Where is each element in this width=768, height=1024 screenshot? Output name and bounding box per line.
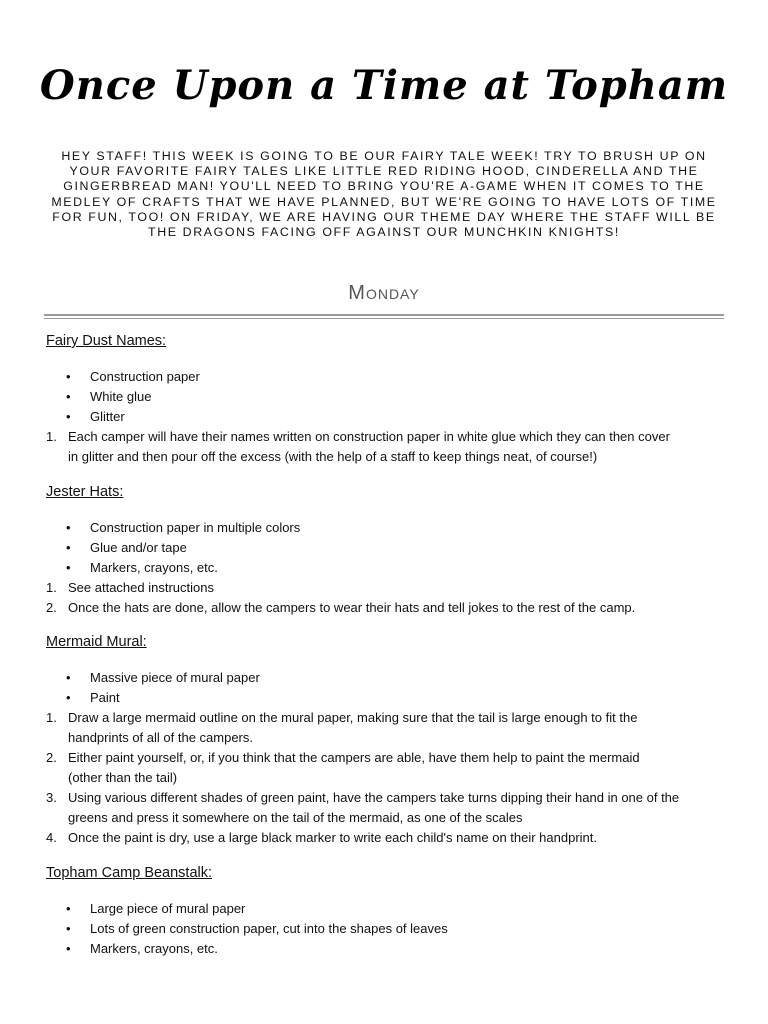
step-text-line: Once the hats are done, allow the campers to wear their hats and tell jokes to the rest of the camp. bbox=[68, 600, 636, 615]
material-item: Glue and/or tape bbox=[90, 540, 187, 555]
bullet-icon: • bbox=[66, 560, 71, 575]
list-item bbox=[0, 558, 768, 578]
step-text-line: Draw a large mermaid outline on the mural paper, making sure that the tail is large enough to fit the bbox=[68, 710, 638, 725]
step-text-line: in glitter and then pour off the excess (with the help of a staff to keep things neat, of course!) bbox=[68, 449, 598, 464]
bullet-icon: • bbox=[66, 921, 71, 936]
instruction-step bbox=[0, 578, 768, 598]
step-text-line: greens and press it somewhere on the tail of the mermaid, as one of the scales bbox=[68, 810, 523, 825]
bullet-icon: • bbox=[66, 389, 71, 404]
bullet-icon: • bbox=[66, 369, 71, 384]
step-text-line: See attached instructions bbox=[68, 580, 214, 595]
list-item bbox=[0, 407, 768, 427]
bullet-icon: • bbox=[66, 941, 71, 956]
list-item bbox=[0, 668, 768, 688]
bullet-icon: • bbox=[66, 520, 71, 535]
bullet-icon: • bbox=[66, 540, 71, 555]
instruction-step bbox=[0, 708, 768, 748]
list-item bbox=[0, 538, 768, 558]
material-item: Paint bbox=[90, 690, 120, 705]
step-text-line: Once the paint is dry, use a large black marker to write each child's name on their handprint. bbox=[68, 830, 598, 845]
instruction-step bbox=[0, 598, 768, 618]
step-number: 1. bbox=[46, 580, 57, 595]
page-title: Once Upon a Time at Topham bbox=[39, 62, 729, 109]
bullet-icon: • bbox=[66, 670, 71, 685]
heading-rule-top bbox=[44, 314, 724, 316]
step-text-line: handprints of all of the campers. bbox=[68, 730, 253, 745]
material-item: White glue bbox=[90, 389, 152, 404]
material-item: Construction paper in multiple colors bbox=[90, 520, 301, 535]
step-number: 3. bbox=[46, 790, 57, 805]
instruction-step bbox=[0, 788, 768, 828]
step-text-line: (other than the tail) bbox=[68, 770, 178, 785]
instruction-step bbox=[0, 828, 768, 848]
step-number: 4. bbox=[46, 830, 57, 845]
step-number: 2. bbox=[46, 750, 57, 765]
bullet-icon: • bbox=[66, 409, 71, 424]
material-item: Markers, crayons, etc. bbox=[90, 560, 218, 575]
step-number: 2. bbox=[46, 600, 57, 615]
material-item: Glitter bbox=[90, 409, 125, 424]
material-item: Massive piece of mural paper bbox=[90, 670, 260, 685]
step-text-line: Each camper will have their names written on construction paper in white glue which they can then cover bbox=[68, 429, 670, 444]
list-item bbox=[0, 688, 768, 708]
section-title: Jester Hats: bbox=[46, 484, 124, 500]
material-item: Construction paper bbox=[90, 369, 200, 384]
step-text-line: Either paint yourself, or, if you think that the campers are able, have them help to paint the mermaid bbox=[68, 750, 640, 765]
material-item: Markers, crayons, etc. bbox=[90, 941, 218, 956]
bullet-icon: • bbox=[66, 690, 71, 705]
instruction-step bbox=[0, 427, 768, 467]
section-title: Topham Camp Beanstalk: bbox=[46, 865, 213, 881]
section-title: Mermaid Mural: bbox=[46, 634, 147, 650]
bullet-icon: • bbox=[66, 901, 71, 916]
list-item bbox=[0, 387, 768, 407]
list-item bbox=[0, 899, 768, 919]
list-item bbox=[0, 919, 768, 939]
heading-rule-bottom bbox=[44, 318, 724, 319]
material-item: Large piece of mural paper bbox=[90, 901, 246, 916]
step-text-line: Using various different shades of green paint, have the campers take turns dipping their hand in one of the bbox=[68, 790, 680, 805]
list-item bbox=[0, 518, 768, 538]
step-number: 1. bbox=[46, 429, 57, 444]
material-item: Lots of green construction paper, cut into the shapes of leaves bbox=[90, 921, 448, 936]
day-heading: Monday bbox=[348, 282, 420, 304]
section-title: Fairy Dust Names: bbox=[46, 333, 167, 349]
list-item bbox=[0, 939, 768, 959]
list-item bbox=[0, 367, 768, 387]
step-number: 1. bbox=[46, 710, 57, 725]
intro-paragraph: HEY STAFF! THIS WEEK IS GOING TO BE OUR FAIRY TALE WEEK! TRY TO BRUSH UP ON YOUR FAVORITE FAIRY TALES LIKE LITTLE RED RIDING HOOD, CINDERELLA AND THE GINGERBREAD MAN! YOU'LL NEED TO BRING YOU'RE A-GAME WHEN IT COMES TO THE MEDLEY OF CRAFTS THAT WE HAVE PLANNED, BUT WE'RE GOING TO HAVE LOTS OF TIME FOR FUN, TOO! ON FRIDAY, WE ARE HAVING OUR THEME DAY WHERE THE STAFF WILL BE THE DRAGONS FACING OFF AGAINST OUR MUNCHKIN KNIGHTS! bbox=[51, 149, 717, 240]
instruction-step bbox=[0, 748, 768, 788]
